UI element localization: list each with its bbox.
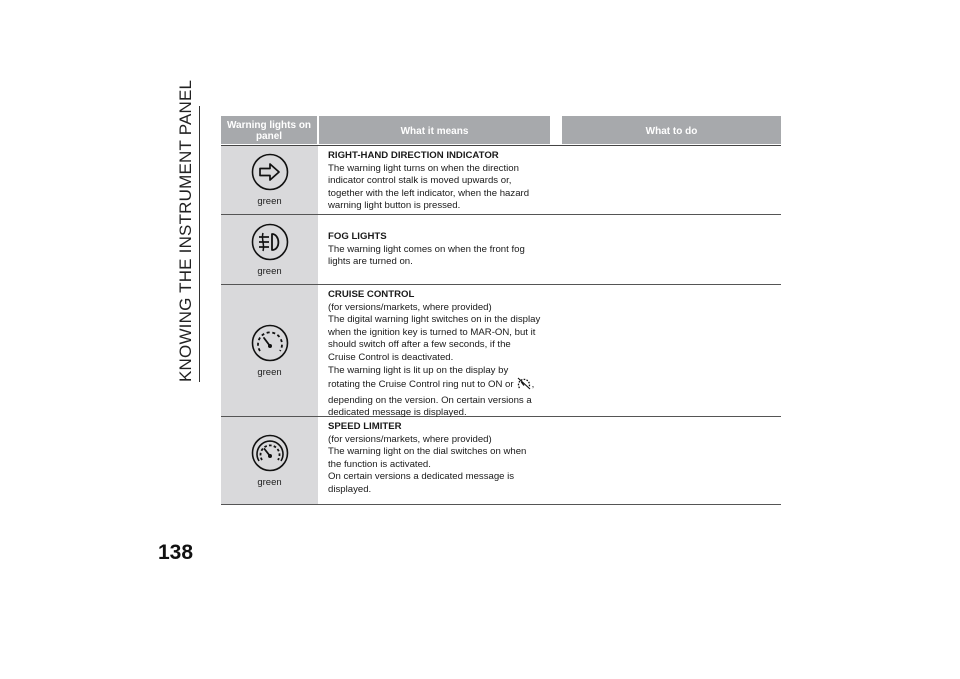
icon-cell [221,417,318,504]
row-heading: SPEED LIMITER [328,421,402,432]
inline-text-after: , [531,379,535,391]
speed-limiter-icon [251,434,289,472]
description-line: dedicated message is displayed. [328,407,467,419]
color-label: green [257,196,282,207]
description-cell [318,285,559,419]
color-label: green [257,366,282,378]
header-warning-lights: Warning lights on panel [221,116,317,144]
description-line: The warning light turns on when the direction [328,162,519,174]
cruise-control-small-icon [517,377,531,395]
description-line: together with the left indicator, when the hazard [328,187,530,199]
row-heading: FOG LIGHTS [328,231,387,242]
icon-cell [221,285,318,416]
cruise-control-icon [251,324,289,362]
description-line: warning light button is pressed. [328,200,461,212]
description-line: when the ignition key is turned to MAR-ON, but it [328,326,536,338]
page-number: 138 [158,541,194,564]
description-line: (for versions/markets, where provided) [328,301,492,313]
description-cell [318,215,559,284]
icon-cell [221,215,318,284]
description-line: On certain versions a dedicated message is [328,471,515,483]
header-what-to-do: What to do [562,116,781,144]
description-line: depending on the version. On certain versions a [328,394,532,406]
color-label: green [257,265,282,277]
table-header [221,116,781,146]
table-row-speed-limiter [221,417,781,505]
icon-cell [221,146,318,214]
header-what-it-means: What it means [319,116,550,144]
description-line: indicator control stalk is moved upwards or, [328,175,512,187]
table-row-right-indicator [221,146,781,215]
description-line: should switch off after a few seconds, if the [328,339,511,351]
description-line-inline [328,377,559,395]
description-line: The warning light comes on when the front fog [328,243,525,255]
right-arrow-icon [251,153,289,191]
description-cell [318,417,559,504]
description-line: displayed. [328,483,372,495]
row-heading: RIGHT-HAND DIRECTION INDICATOR [328,150,499,161]
description-line: lights are turned on. [328,256,413,268]
description-line: The warning light is lit up on the display by [328,364,509,376]
color-label: green [257,476,282,488]
description-line: the function is activated. [328,458,431,470]
description-line: The digital warning light switches on in the display [328,314,541,326]
inline-text-before: rotating the Cruise Control ring nut to ON or [328,379,514,391]
row-heading: CRUISE CONTROL [328,289,415,300]
front-fog-light-icon [251,223,289,261]
description-line: (for versions/markets, where provided) [328,433,492,445]
table-row-cruise-control [221,285,781,417]
description-cell [318,146,559,214]
description-line: Cruise Control is deactivated. [328,351,454,363]
description-line: The warning light on the dial switches on when [328,446,527,458]
table-row-fog-lights [221,215,781,285]
section-title-text: KNOWING THE INSTRUMENT PANEL [176,79,195,382]
title-rule [199,106,200,382]
warning-lights-table [221,116,781,505]
